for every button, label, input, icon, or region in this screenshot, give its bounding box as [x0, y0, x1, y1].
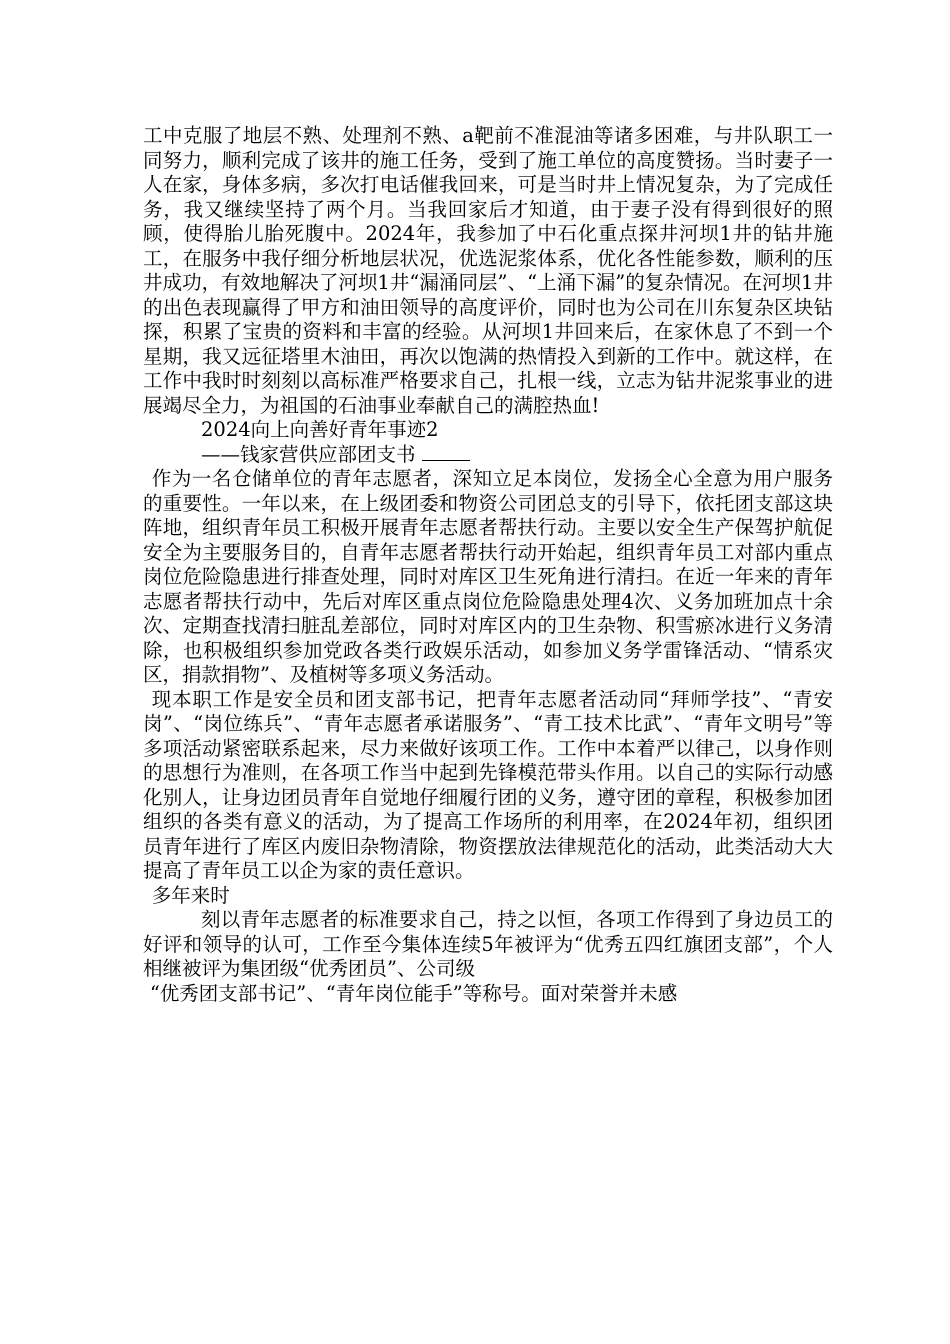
- article-subtitle-text: ——钱家营供应部团支书: [201, 442, 416, 466]
- paragraph-5: 刻以青年志愿者的标准要求自己，持之以恒，各项工作得到了身边员工的好评和领导的认可，工作至今集体连续5年被评为“优秀五四红旗团支部”，个人相继被评为集团级“优秀团员”、公司级: [143, 908, 833, 980]
- paragraph-6: “优秀团支部书记”、“青年岗位能手”等称号。面对荣誉并未感: [149, 981, 678, 1005]
- article-title: [143, 418, 833, 443]
- blank-underline: [422, 443, 470, 461]
- paragraph-2: 作为一名仓储单位的青年志愿者，深知立足本岗位，发扬全心全意为用户服务的重要性。一年以来，在上级团委和物资公司团总支的引导下，依托团支部这块阵地，组织青年员工积极开展青年志愿者帮扶行动。主要以安全生产保驾护航促安全为主要服务目的，自青年志愿者帮扶行动开始起，组织青年员工对部内重点岗位危险隐患进行排查处理，同时对库区卫生死角进行清扫。在近一年来的青年志愿者帮扶行动中，先后对库区重点岗位危险隐患处理4次、义务加班加点十余次、定期查找清扫脏乱差部位，同时对库区内的卫生杂物、积雪瘀冰进行义务清除，也积极组织参加党政各类行政娱乐活动，如参加义务学雷锋活动、“情系灾区，捐款捐物”、及植树等多项义务活动。: [143, 467, 833, 686]
- paragraph-3: 现本职工作是安全员和团支部书记，把青年志愿者活动同“拜师学技”、“青安岗”、“岗位练兵”、“青年志愿者承诺服务”、“青工技术比武”、“青年文明号”等多项活动紧密联系起来，尽力来做好该项工作。工作中本着严以律己，以身作则的思想行为准则，在各项工作当中起到先锋模范带头作用。以自己的实际行动感化别人，让身边团员青年自觉地仔细履行团的义务，遵守团的章程，积极参加团组织的各类有意义的活动，为了提高工作场所的利用率，在2024年初，组织团员青年进行了库区内废旧杂物清除，物资摆放法律规范化的活动，此类活动大大提高了青年员工以企为家的责任意识。: [143, 687, 833, 882]
- article-subtitle: [143, 443, 833, 468]
- article-title-text: 2024向上向善好青年事迹2: [201, 418, 439, 441]
- document-body: [143, 124, 833, 1006]
- paragraph-4: 多年来时: [151, 883, 230, 907]
- paragraph-1: 工中克服了地层不熟、处理剂不熟、a靶前不准混油等诸多困难，与井队职工一同努力，顺利完成了该井的施工任务，受到了施工单位的高度赞扬。当时妻子一人在家，身体多病，多次打电话催我回来，可是当时井上情况复杂，为了完成任务，我又继续坚持了两个月。当我回家后才知道，由于妻子没有得到很好的照顾，使得胎儿胎死腹中。2024年，我参加了中石化重点探井河坝1井的钻井施工，在服务中我仔细分析地层状况，优选泥浆体系，优化各性能参数，顺利的压井成功，有效地解决了河坝1井“漏涌同层”、“上涌下漏”的复杂情况。在河坝1井的出色表现赢得了甲方和油田领导的高度评价，同时也为公司在川东复杂区块钻探，积累了宝贵的资料和丰富的经验。从河坝1井回来后，在家休息了不到一个星期，我又远征塔里木油田，再次以饱满的热情投入到新的工作中。就这样，在工作中我时时刻刻以高标准严格要求自己，扎根一线，立志为钻井泥浆事业的进展竭尽全力，为祖国的石油事业奉献自己的满腔热血!: [143, 124, 833, 417]
